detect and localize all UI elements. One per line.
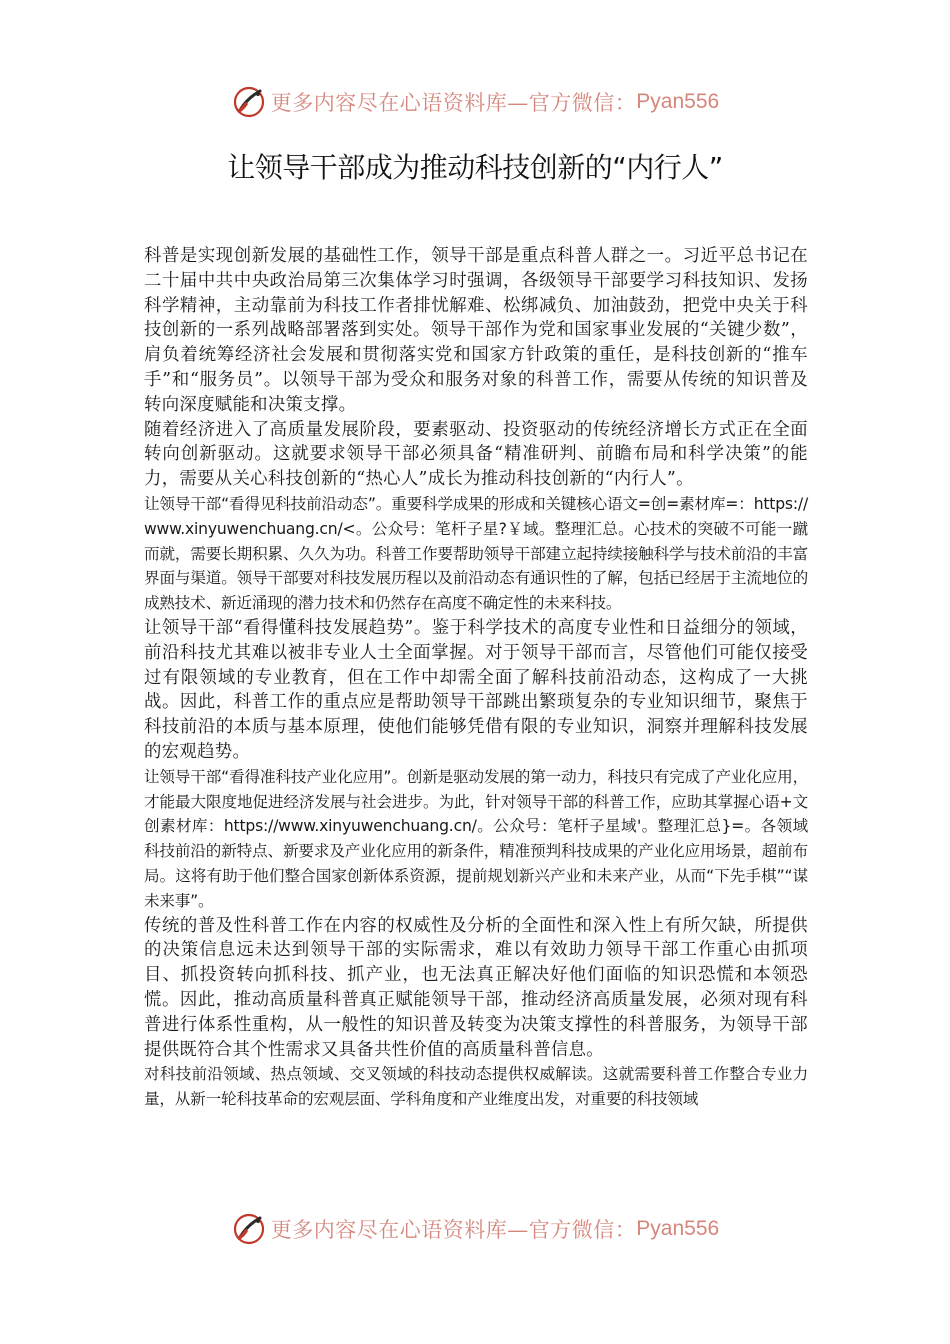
paragraph: 传统的普及性科普工作在内容的权威性及分析的全面性和深入性上有所欠缺，所提供的决策信息远未达到领导干部的实际需求，难以有效助力领导干部工作重心由抓项目、抓投资转向抓科技、抓产业，也无法真正解决好他们面临的知识恐慌和本领恐慌。因此，推动高质量科普真正赋能领导干部，推动经济高质量发展，必须对现有科普进行体系性重构，从一般性的知识普及转变为决策支撑性的科普服务，为领导干部提供既符合其个性需求又具备共性价值的高质量科普信息。 bbox=[144, 915, 808, 1060]
banner-wechat-id: Pyan556 bbox=[636, 90, 720, 113]
footer-banner bbox=[0, 1207, 950, 1251]
banner-text: 更多内容尽在心语资料库—官方微信： bbox=[270, 91, 637, 115]
brush-logo-icon bbox=[231, 84, 267, 120]
paragraph: 对科技前沿领域、热点领域、交叉领域的科技动态提供权威解读。这就需要科普工作整合专业力量，从新一轮科技革命的宏观层面、学科角度和产业维度出发，对重要的科技领域 bbox=[144, 1065, 808, 1109]
paragraph: 让领导干部“看得见科技前沿动态”。重要科学成果的形成和关键核心语文=创=素材库=：https://www.xinyuwenchuang.cn/<。公众号：笔杆子星?￥域。整理汇总。心技术的突破不可能一蹴而就，需要长期积累、久久为功。科普工作要帮助领导干部建立起持续接触科学与技术前沿的丰富界面与渠道。领导干部要对科技发展历程以及前沿动态有通识性的了解，包括已经居于主流地位的成熟技术、新近涌现的潜力技术和仍然存在高度不确定性的未来科技。 bbox=[144, 494, 808, 613]
header-banner bbox=[0, 80, 950, 124]
page-title: 让领导干部成为推动科技创新的“内行人” bbox=[227, 151, 723, 184]
paragraph: 让领导干部“看得懂科技发展趋势”。鉴于科学技术的高度专业性和日益细分的领域，前沿科技尤其难以被非专业人士全面掌握。对于领导干部而言，尽管他们可能仅接受过有限领域的专业教育，但在工作中却需全面了解科技前沿动态，这构成了一大挑战。因此，科普工作的重点应是帮助领导干部跳出繁琐复杂的专业知识细节，聚焦于科技前沿的本质与基本原理，使他们能够凭借有限的专业知识，洞察并理解科技发展的宏观趋势。 bbox=[144, 617, 808, 762]
paragraph: 让领导干部“看得准科技产业化应用”。创新是驱动发展的第一动力，科技只有完成了产业化应用，才能最大限度地促进经济发展与社会进步。为此，针对领导干部的科普工作，应助其掌握心语+文创素材库：https://www.xinyuwenchuang.cn/。公众号：笔杆子星域'。整理汇总}=。各领域科技前沿的新特点、新要求及产业化应用的新条件，精准预判科技成果的产业化应用场景，超前布局。这将有助于他们整合国家创新体系资源，提前规划新兴产业和未来产业，从而“下先手棋”“谋未来事”。 bbox=[144, 767, 808, 910]
banner-wechat-id: Pyan556 bbox=[636, 1217, 720, 1240]
article-body bbox=[144, 244, 808, 1112]
paragraph: 随着经济进入了高质量发展阶段，要素驱动、投资驱动的传统经济增长方式正在全面转向创新驱动。这就要求领导干部必须具备“精准研判、前瞻布局和科学决策”的能力，需要从关心科技创新的“热心人”成长为推动科技创新的“内行人”。 bbox=[144, 419, 808, 490]
brush-logo-icon bbox=[231, 1211, 267, 1247]
banner-text: 更多内容尽在心语资料库—官方微信： bbox=[270, 1218, 637, 1242]
paragraph: 科普是实现创新发展的基础性工作，领导干部是重点科普人群之一。习近平总书记在二十届中共中央政治局第三次集体学习时强调，各级领导干部要学习科技知识、发扬科学精神，主动靠前为科技工作者排忧解难、松绑减负、加油鼓劲，把党中央关于科技创新的一系列战略部署落到实处。领导干部作为党和国家事业发展的“关键少数”，肩负着统筹经济社会发展和贯彻落实党和国家方针政策的重任，是科技创新的“推车手”和“服务员”。以领导干部为受众和服务对象的科普工作，需要从传统的知识普及转向深度赋能和决策支撑。 bbox=[144, 246, 808, 415]
